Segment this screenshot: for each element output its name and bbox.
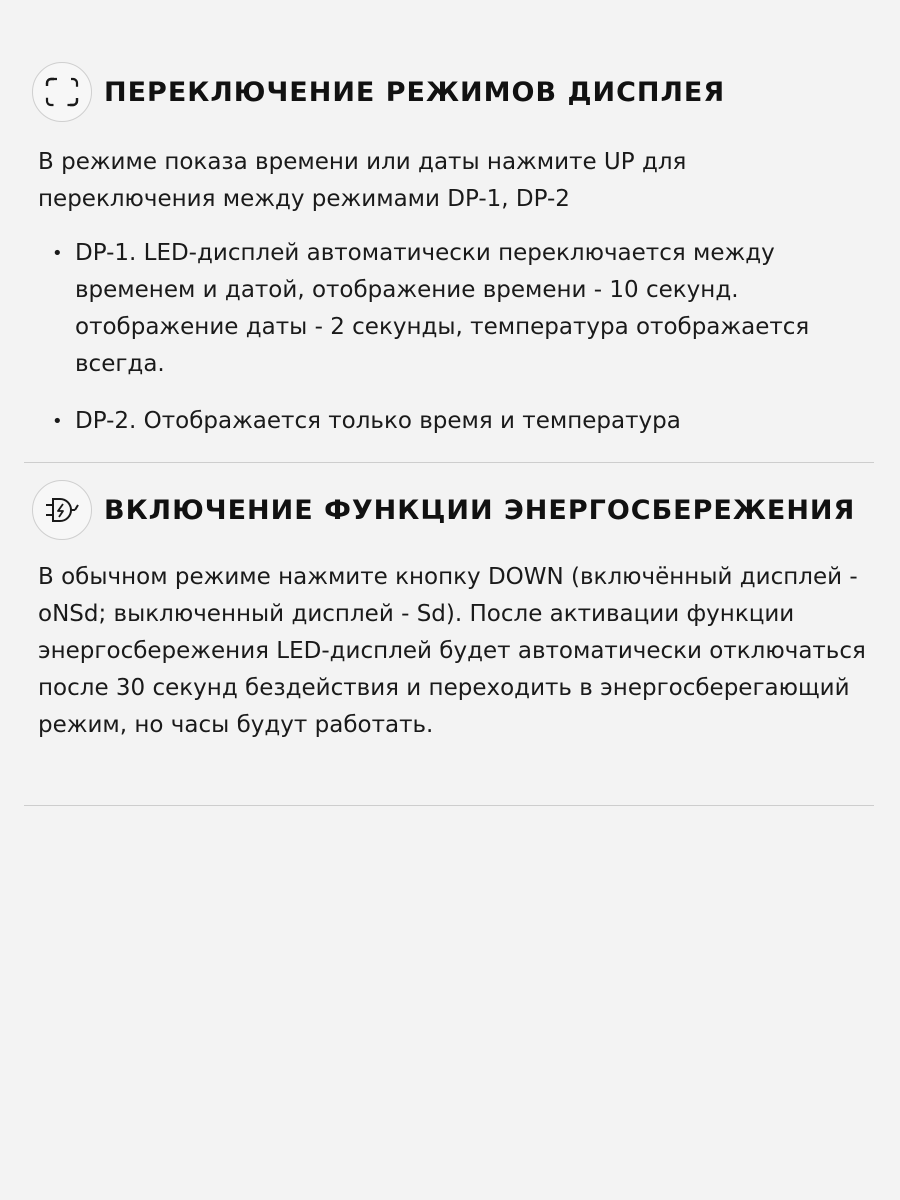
section-title: ВКЛЮЧЕНИЕ ФУНКЦИИ ЭНЕРГОСБЕРЕЖЕНИЯ: [104, 494, 856, 526]
display-modes-intro: В режиме показа времени или даты нажмите UP для переключения между режимами DP-1, DP-2: [38, 149, 687, 212]
energy-saving-header: [32, 479, 855, 541]
power-plug-icon: [32, 480, 92, 540]
section-divider: [24, 462, 874, 463]
list-item-text: DP-1. LED-дисплей автоматически переключается между временем и датой, отображение времени - 10 секунд. отображение даты - 2 секунды, температура отображается всегда.: [75, 240, 810, 377]
bullet-dot: •: [52, 411, 63, 432]
section-title: ПЕРЕКЛЮЧЕНИЕ РЕЖИМОВ ДИСПЛЕЯ: [104, 76, 726, 108]
display-modes-header: [32, 61, 725, 123]
list-item-dp1: [52, 235, 872, 383]
energy-saving-body: В обычном режиме нажмите кнопку DOWN (включённый дисплей - oNSd; выключенный дисплей - Sd). После активации функции энергосбережения LED-дисплей будет автоматически отключаться после 30 секунд бездействия и переходить в энергосберегающий режим, но часы будут работать.: [38, 564, 866, 738]
list-item-text: DP-2. Отображается только время и температура: [75, 408, 681, 434]
section-divider: [24, 805, 874, 806]
list-item-dp2: [52, 403, 872, 440]
bullet-dot: •: [52, 243, 63, 264]
display-frame-icon: [32, 62, 92, 122]
